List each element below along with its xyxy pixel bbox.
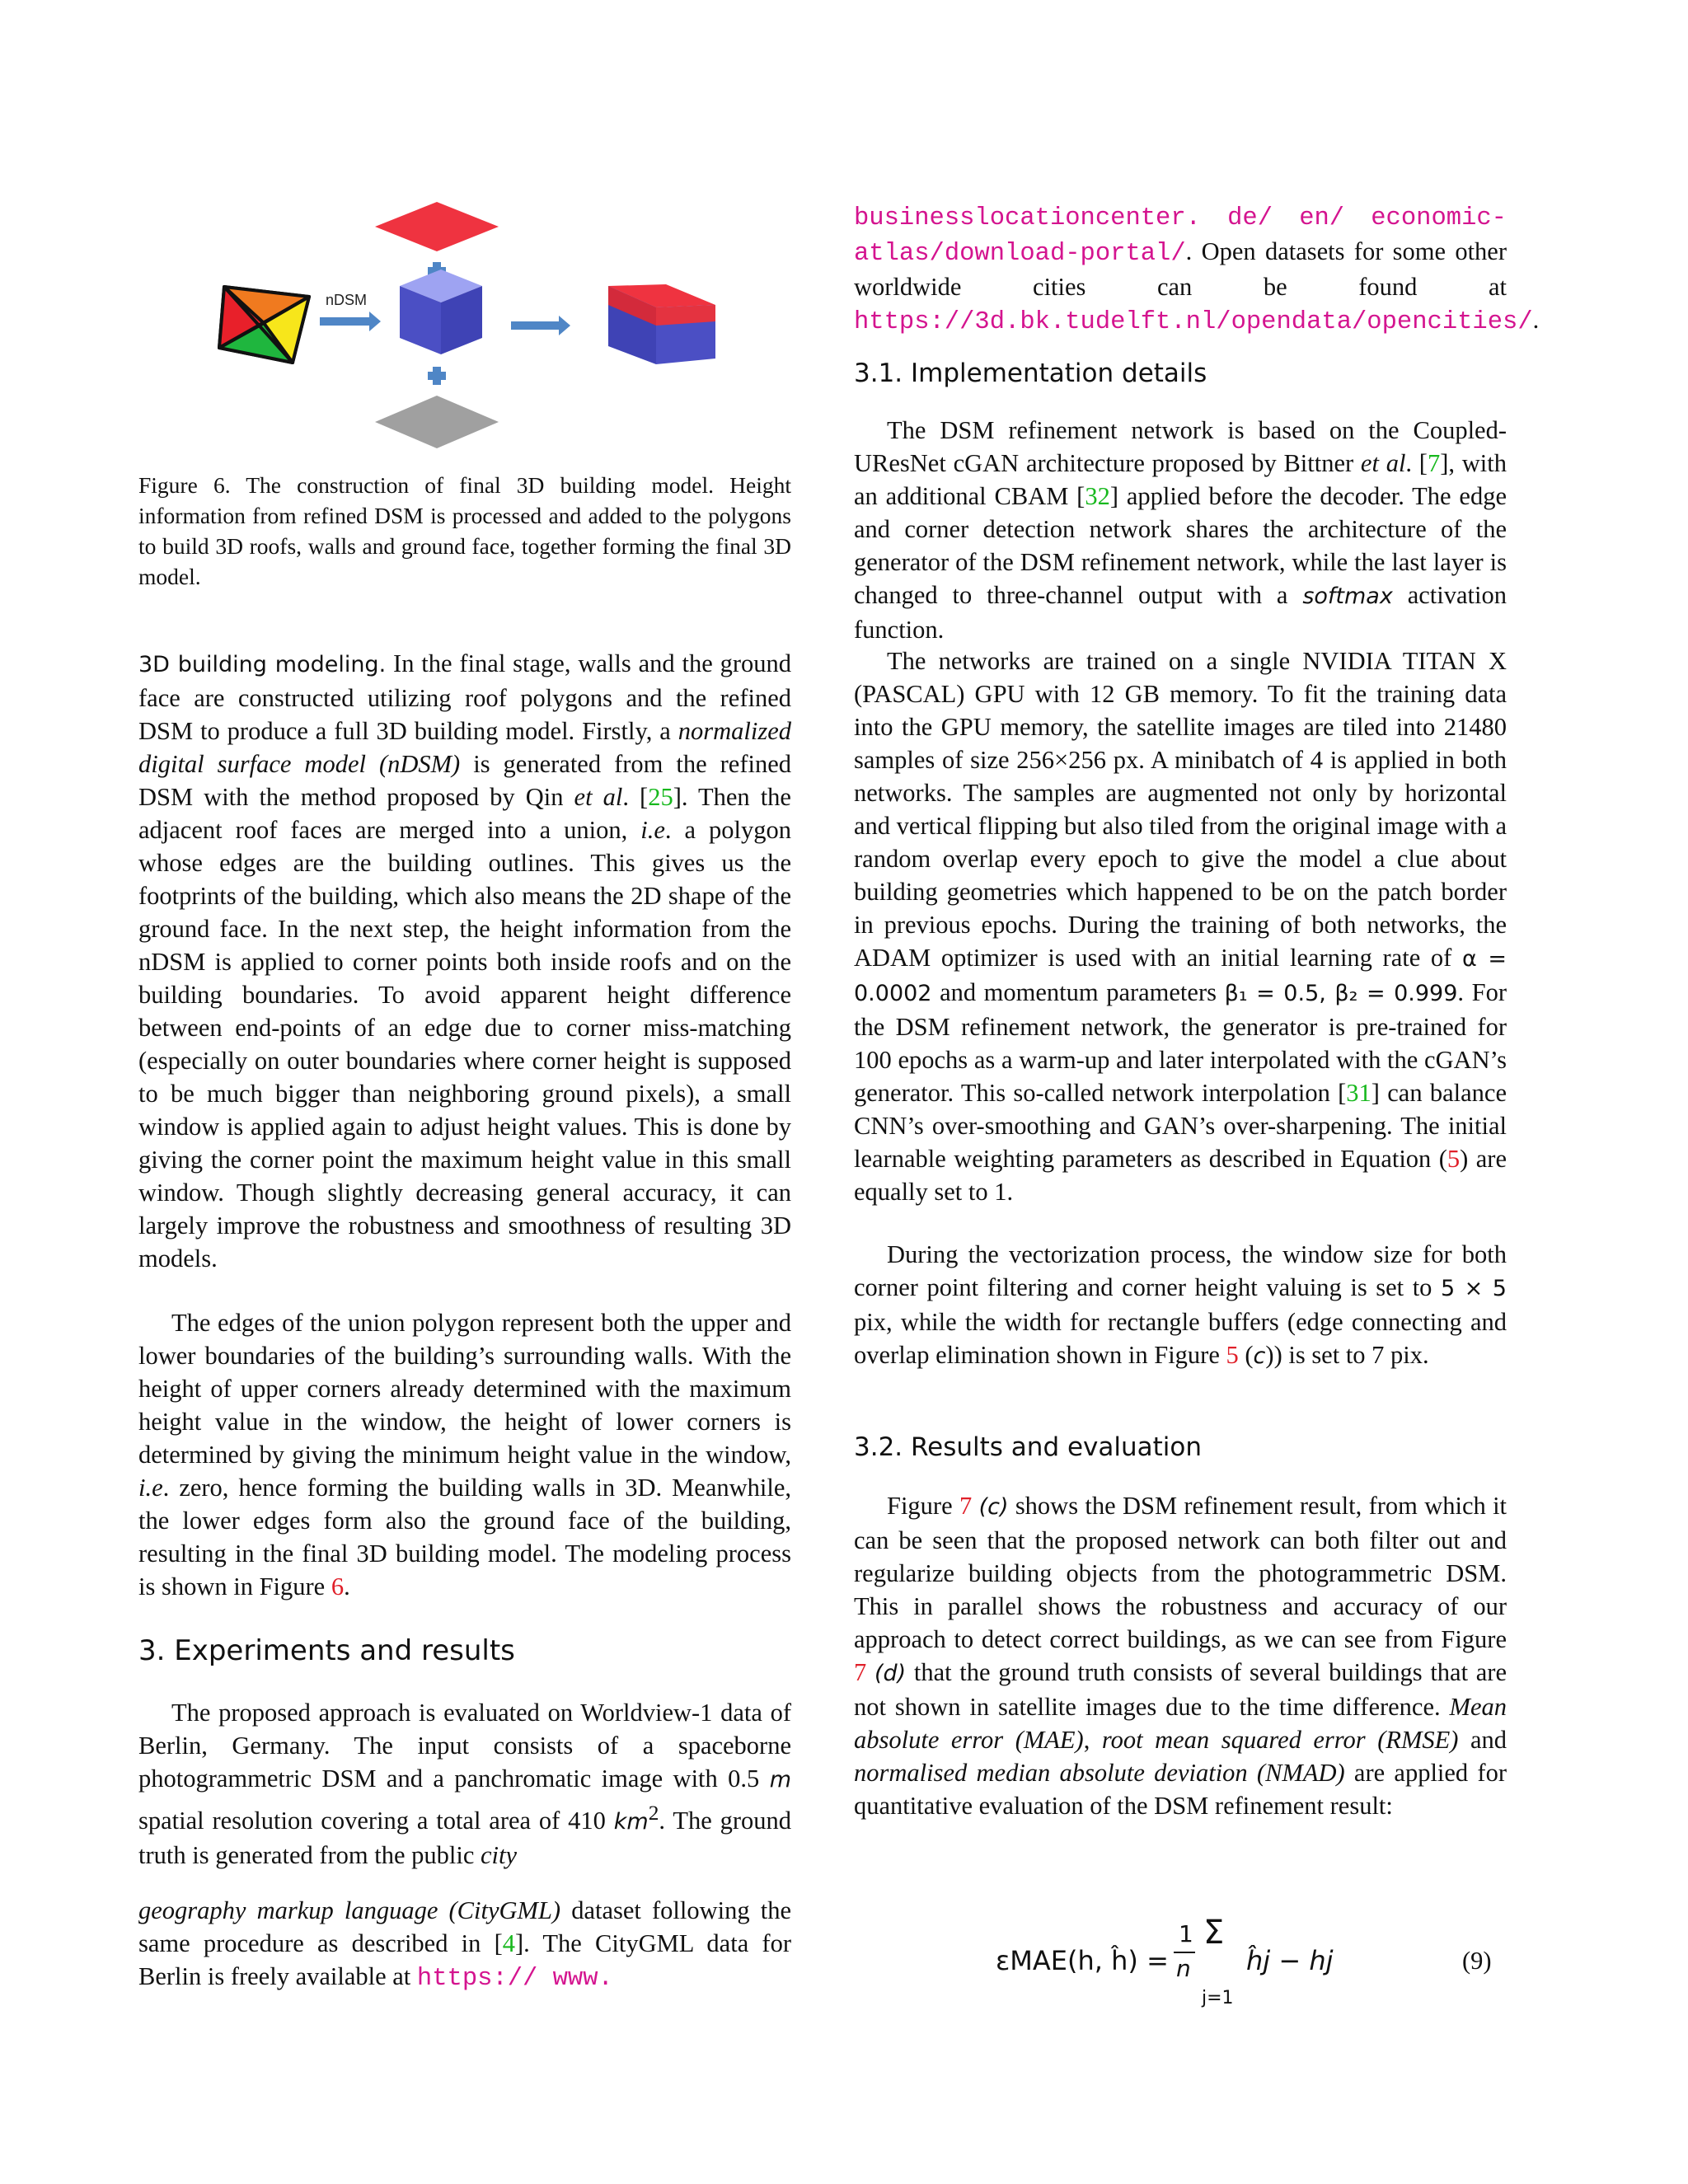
para-walls: The edges of the union polygon represent both the upper and lower boundaries of the building’s surrounding walls. With the height of upper corners already determined with the maximum height value in the window, the height of lower corners is determined by giving the minimum height value in the window, i.e. zero, hence forming the building walls in 3D. Meanwhile, the lower edges form also the ground face of the building, resulting in the final 3D building model. The modeling process is shown in Figure 6. xyxy=(138,1309,791,1601)
run-heading: 3D building modeling. xyxy=(138,652,387,677)
equation-number: (9) xyxy=(1462,1947,1492,1975)
figure-link[interactable]: 7 xyxy=(854,1658,867,1686)
section-3-2-heading: 3.2. Results and evaluation xyxy=(854,1432,1203,1462)
sum-symbol: Σ xyxy=(1203,1914,1225,1952)
ground-diamond-shape xyxy=(375,396,499,448)
roof-polygon-shape xyxy=(219,287,309,363)
para-urls: businesslocationcenter. de/ en/ economic-atlas/download-portal/. Open datasets for some other worldwide cities can be found at https://3d.bk.tudelft.nl/opendata/opencities/. xyxy=(854,204,1540,336)
figure-6-diagram xyxy=(190,190,750,462)
arrow-right-icon xyxy=(511,316,570,335)
citation-link[interactable]: 31 xyxy=(1346,1079,1372,1107)
final-building-shape xyxy=(608,284,715,364)
citation-link[interactable]: 7 xyxy=(1427,449,1441,477)
para-citygml: geography markup language (CityGML) dataset following the same procedure as described in [4]. The CityGML data for Berlin is freely available at https:// www. xyxy=(138,1896,791,1993)
fraction-denominator: n xyxy=(1176,1955,1191,1982)
citation-link[interactable]: 4 xyxy=(502,1929,515,1957)
url-link[interactable]: businesslocationcenter. de/ en/ economic-atlas/download-portal/ xyxy=(854,204,1507,268)
figure-link[interactable]: 6 xyxy=(331,1572,345,1601)
para-training: The networks are trained on a single NVIDIA TITAN X (PASCAL) GPU with 12 GB memory. To fit the training data into the GPU memory, the satellite images are tiled into 21480 samples of size 256×256 px. A minibatch of 4 is applied in both networks. The samples are augmented not only by horizontal and vertical flipping but also tiled from the original image with a random overlap every epoch to give the model a clue about building geometries which happened to be on the patch border in previous epochs. During the training of both networks, the ADAM optimizer is used with an initial learning rate of α = 0.0002 and momentum parameters β₁ = 0.5, β₂ = 0.999. For the DSM refinement network, the generator is pre-trained for 100 epochs as a warm-up and later interpolated with the cGAN’s generator. This so-called network interpolation [31] can balance CNN’s over-smoothing and GAN’s over-sharpening. The initial learnable weighting parameters as described in Equation (5) are equally set to 1. xyxy=(854,647,1507,1206)
fraction-numerator: 1 xyxy=(1179,1920,1193,1947)
plus-icon xyxy=(428,367,446,385)
equation-link[interactable]: 5 xyxy=(1447,1145,1461,1173)
para-results: Figure 7 (c) shows the DSM refinement result, from which it can be seen that the proposed network can both filter out and regularize building objects from the photogrammetric DSM. This in parallel shows the robustness and accuracy of our approach to detect correct buildings, as we can see from Figure 7 (d) that the ground truth consists of several buildings that are not shown in satellite images due to the time difference. Mean absolute error (MAE), root mean squared error (RMSE) and normalised median absolute deviation (NMAD) are applied for quantitative evaluation of the DSM refinement result: xyxy=(854,1492,1507,1820)
url-link[interactable]: https:// www. xyxy=(416,1965,613,1993)
section-3-1-heading: 3.1. Implementation details xyxy=(854,359,1207,388)
fraction-bar xyxy=(1174,1952,1195,1953)
para-architecture: The DSM refinement network is based on the Coupled-UResNet cGAN architecture proposed by Bittner et al. [7], with an additional CBAM [32] applied before the decoder. The edge and corner detection network shares the architecture of the generator of the DSM refinement network, while the last layer is changed to three-channel output with a softmax activation function. xyxy=(854,416,1507,644)
section-3-heading: 3. Experiments and results xyxy=(138,1634,515,1667)
sum-index: j=1 xyxy=(1202,1988,1234,2008)
url-link[interactable]: https://3d.bk.tudelft.nl/opendata/opencities/ xyxy=(854,308,1533,336)
citation-link[interactable]: 32 xyxy=(1085,482,1110,510)
para-vectorization: During the vectorization process, the window size for both corner point filtering and corner height valuing is set to 5 × 5 pix, while the width for rectangle buffers (edge connecting and overlap elimination shown in Figure 5 (c)) is set to 7 pix. xyxy=(854,1240,1507,1369)
para-evaluation: The proposed approach is evaluated on Worldview-1 data of Berlin, Germany. The input consists of a spaceborne photogrammetric DSM and a panchromatic image with 0.5 m spatial resolution covering a total area of 410 $km^2$. The ground truth is generated from the public city xyxy=(138,1699,791,1870)
para-3d-modeling: 3D building modeling. In the final stage, walls and the ground face are constructed utilizing roof polygons and the refined DSM to produce a full 3D building model. Firstly, a normalized digital surface model (nDSM) is generated from the refined DSM with the method proposed by Qin et al. [25]. Then the adjacent roof faces are merged into a union, i.e. a polygon whose edges are the building outlines. This gives us the footprints of the building, which also means the 2D shape of the ground face. In the next step, the height information from the nDSM is applied to corner points both inside roofs and on the building boundaries. To avoid apparent height difference between end-points of an edge due to corner miss-matching (especially on outer boundaries where corner height is supposed to be much bigger than neighboring ground pixels), a small window is applied again to adjust height values. This is done by giving the corner point the maximum height value in this small window. Though slightly decreasing general accuracy, it can largely improve the robustness and smoothness of resulting 3D models. xyxy=(138,649,791,1272)
building-block-shape xyxy=(400,269,482,354)
arrow-right-icon xyxy=(320,312,381,331)
equation-body: ĥj − hj xyxy=(1246,1945,1334,1976)
figure-link[interactable]: 5 xyxy=(1226,1341,1239,1369)
roof-diamond-shape xyxy=(375,202,499,251)
figure-6-caption: Figure 6. The construction of final 3D building model. Height information from refined DSM is processed and added to the polygons to build 3D roofs, walls and ground face, together forming the final 3D model. xyxy=(138,472,791,589)
citation-link[interactable]: 25 xyxy=(648,783,673,811)
equation-lhs: εMAE(h, ĥ) = xyxy=(996,1945,1169,1976)
figure-link[interactable]: 7 xyxy=(959,1492,973,1520)
ndsm-label: nDSM xyxy=(326,292,368,308)
